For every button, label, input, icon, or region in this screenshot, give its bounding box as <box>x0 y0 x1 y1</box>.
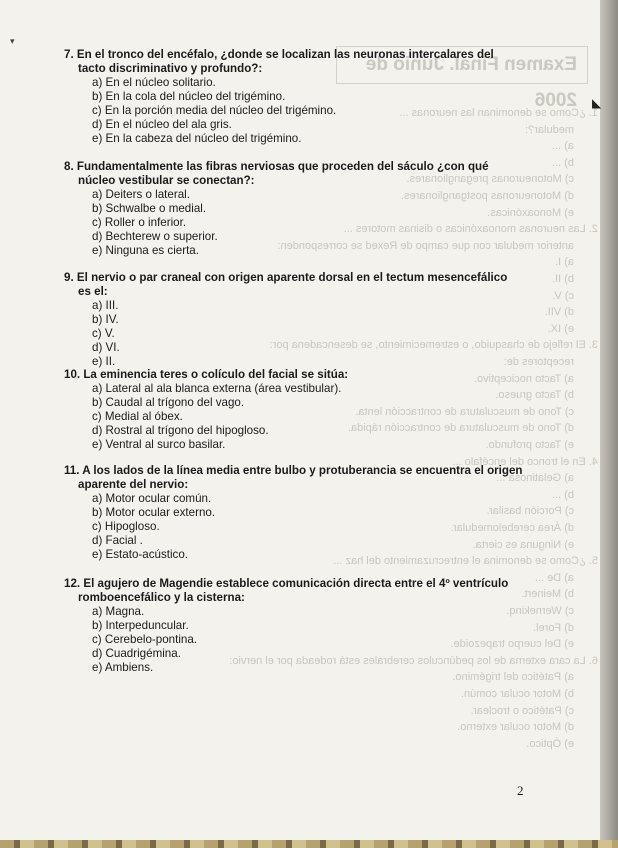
answer-option: e) Ambiens. <box>92 661 154 674</box>
bleed-line: a) I. <box>555 256 574 269</box>
answer-option: c) En la porción media del núcleo del trigémino. <box>92 104 337 117</box>
bleed-line: d) VII. <box>544 306 574 319</box>
question-text: 10. La eminencia teres o colículo del facial se sitúa: <box>64 368 349 381</box>
answer-option: d) VI. <box>92 341 120 354</box>
answer-option: c) Roller o inferior. <box>92 216 187 229</box>
bleed-line: 4. En el tronco del encéfalo ... <box>452 455 598 468</box>
page-edge-shadow <box>600 0 618 848</box>
bleed-line: c) Porción basilar. <box>486 505 574 518</box>
answer-option: c) Hipogloso. <box>92 520 160 533</box>
answer-options <box>64 76 514 146</box>
bleed-line: c) Motoneuronas preganglionares. <box>406 173 574 186</box>
answer-option: c) V. <box>92 327 115 340</box>
answer-option: e) Ventral al surco basilar. <box>92 438 226 451</box>
bleed-line: anterior medular con que campo de Rexed se corresponden: <box>277 239 574 252</box>
bleed-line: 6. La cara externa de los pedúnculos cerebrales está rodeada por el nervio: <box>229 654 598 667</box>
question-text: 9. El nervio o par craneal con origen aparente dorsal en el tectum mesencefálico es el: <box>64 271 508 298</box>
question-10 <box>64 368 514 452</box>
question-text: 8. Fundamentalmente las fibras nerviosas que proceden del sáculo ¿con qué núcleo vestibular se conectan?: <box>64 160 489 187</box>
scan-speck: ▾ <box>10 36 15 46</box>
bleed-line: b) II. <box>551 273 574 285</box>
bleed-line: b) Tacto grueso. <box>495 389 574 402</box>
answer-option: d) Facial . <box>92 534 143 547</box>
answer-option: d) Cuadrigémina. <box>92 647 181 660</box>
answer-options <box>64 605 514 675</box>
answer-option: b) Schwalbe o medial. <box>92 202 207 215</box>
bleed-line: d) Área cerebelomedular. <box>450 522 574 534</box>
page-tab-mark: ◣ <box>592 96 602 110</box>
bleed-line: b) Motor ocular común. <box>460 688 574 700</box>
answer-option: a) Magna. <box>92 605 145 618</box>
answer-options <box>64 299 514 369</box>
answer-option: e) Ninguna es cierta. <box>92 244 199 257</box>
bleed-line: receptores de: <box>503 356 574 368</box>
answer-option: a) Lateral al ala blanca externa (área vestibular). <box>92 382 342 395</box>
question-text: 7. En el tronco del encéfalo, ¿donde se localizan las neuronas intercalares del tacto discriminativo y profundo?: <box>64 48 494 75</box>
question-8 <box>64 160 514 258</box>
question-text: 12. El agujero de Magendie establece comunicación directa entre el 4º ventrículo romboencefálico y la cisterna: <box>64 577 509 604</box>
bleed-line: e) Ninguna es cierta. <box>472 538 574 551</box>
bleed-line: b) ... <box>551 488 574 501</box>
bleed-line: e) Monoaxónicas. <box>487 206 574 219</box>
bleed-line: 3. El reflejo de chasquido, o estremecimiento, se desencadena por: <box>269 339 598 352</box>
question-text: 11. A los lados de la línea media entre bulbo y protuberancia se encuentra el origen aparente del nervio: <box>64 464 523 491</box>
bleed-line: a) De ... <box>534 571 574 584</box>
answer-option: a) En el núcleo solitario. <box>92 76 216 89</box>
question-7 <box>64 48 514 146</box>
bleed-line: c) Wernekinq. <box>506 605 574 617</box>
bleed-line: d) Forel. <box>533 621 574 634</box>
bleed-line: d) Tono de musculatura de contracción rápida. <box>347 422 574 435</box>
bleed-line: medular?: <box>525 123 574 136</box>
bleed-line: e) Óptico. <box>526 737 574 750</box>
answer-options <box>64 382 514 452</box>
bleed-line: c) Tono de musculatura de contracción lenta. <box>355 405 574 418</box>
answer-option: b) Caudal al trígono del vago. <box>92 396 245 409</box>
answer-option: b) IV. <box>92 313 119 326</box>
bleed-line: c) V. <box>552 289 574 302</box>
answer-option: c) Medial al óbex. <box>92 410 183 423</box>
bleed-line: 1. ¿Como se denominan las neuronas ... <box>399 107 598 119</box>
scanner-bottom-strip <box>0 840 618 848</box>
answer-options <box>64 492 526 562</box>
answer-option: c) Cerebelo-pontina. <box>92 633 198 646</box>
answer-option: a) Motor ocular común. <box>92 492 212 505</box>
bleed-line: a) Patético del trigémino. <box>452 671 574 684</box>
question-11 <box>64 464 526 562</box>
answer-option: e) II. <box>92 355 116 368</box>
answer-options <box>64 188 514 258</box>
bleed-line: e) Del cuerpo trapezoide. <box>450 638 574 651</box>
question-9 <box>64 271 514 369</box>
bleed-line: e) IX. <box>547 322 574 335</box>
answer-option: a) Deiters o lateral. <box>92 188 190 201</box>
bleed-line: a) Tacto nociceptivo. <box>473 372 574 385</box>
answer-option: d) Rostral al trígono del hipogloso. <box>92 424 269 437</box>
bleed-line: d) Motor ocular externo. <box>457 721 574 734</box>
answer-option: a) III. <box>92 299 119 312</box>
question-12 <box>64 577 514 675</box>
answer-option: b) Motor ocular externo. <box>92 506 216 519</box>
bleed-line: a) Gelatinosa ... <box>496 472 574 485</box>
bleed-line: 5. ¿Como se denomina el entrecruzamiento del haz ... <box>333 555 598 568</box>
bleed-line: 2. Las neuronas monoaxónicas o disinas motores ... <box>343 223 598 236</box>
answer-option: b) Interpeduncular. <box>92 619 189 632</box>
answer-option: d) En el núcleo del ala gris. <box>92 118 232 131</box>
bleed-header: Examen Final. Junio de 2006 <box>336 46 588 84</box>
bleed-line: b) ... <box>551 156 574 169</box>
answer-option: b) En la cola del núcleo del trigémino. <box>92 90 286 103</box>
answer-option: e) En la cabeza del núcleo del trigémino. <box>92 132 302 145</box>
bleed-line: e) Tacto profundo. <box>485 439 574 451</box>
bleed-line: a) ... <box>551 140 574 153</box>
bleed-line: d) Motoneuronas postganglionares. <box>400 190 574 202</box>
page-number: 2 <box>517 783 524 798</box>
answer-option: d) Bechterew o superior. <box>92 230 218 243</box>
bleed-line: c) Patético o troclear. <box>470 704 574 717</box>
answer-option: e) Estato-acústico. <box>92 548 189 561</box>
bleed-line: b) Meinert. <box>521 588 574 601</box>
